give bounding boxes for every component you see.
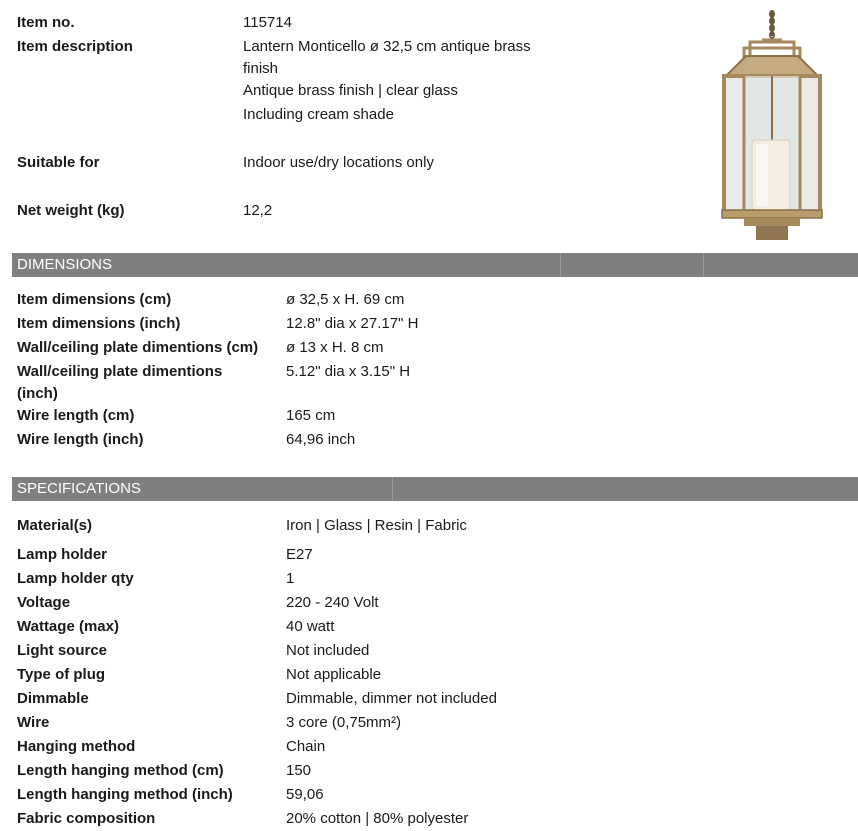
net-weight-label: Net weight (kg) xyxy=(17,202,125,219)
spec-label: Wattage (max) xyxy=(17,618,119,635)
dim-value: 165 cm xyxy=(286,407,336,424)
dimensions-header-bar xyxy=(12,253,858,277)
dim-label: Item dimensions (cm) xyxy=(17,291,172,308)
dimensions-title: DIMENSIONS xyxy=(17,256,113,273)
dim-label: Wire length (cm) xyxy=(17,407,135,424)
spec-value: Not applicable xyxy=(286,666,382,683)
spec-label: Fabric composition xyxy=(17,810,156,827)
dim-label-continued: (inch) xyxy=(17,385,58,402)
suitable-for-value: Indoor use/dry locations only xyxy=(243,154,434,171)
dim-label: Wire length (inch) xyxy=(17,431,144,448)
spec-value: 220 - 240 Volt xyxy=(286,594,379,611)
spec-value: Chain xyxy=(286,738,326,755)
spec-label: Length hanging method (inch) xyxy=(17,786,233,803)
dim-value: 64,96 inch xyxy=(286,431,356,448)
dim-value: 12.8" dia x 27.17" H xyxy=(286,315,419,332)
spec-value: Iron | Glass | Resin | Fabric xyxy=(286,517,467,534)
dim-value: ø 13 x H. 8 cm xyxy=(286,339,384,356)
dim-label: Wall/ceiling plate dimentions xyxy=(17,363,223,380)
spec-value: Not included xyxy=(286,642,370,659)
spec-label: Material(s) xyxy=(17,517,93,534)
item-description-line: Antique brass finish | clear glass xyxy=(243,82,458,99)
spec-value: E27 xyxy=(286,546,313,563)
item-description-line: Lantern Monticello ø 32,5 cm antique brass xyxy=(243,38,531,55)
spec-value: 1 xyxy=(286,570,295,587)
dim-value: ø 32,5 x H. 69 cm xyxy=(286,291,405,308)
spec-label: Light source xyxy=(17,642,108,659)
header-divider xyxy=(392,477,393,501)
net-weight-value: 12,2 xyxy=(243,202,273,219)
spec-value: 20% cotton | 80% polyester xyxy=(286,810,469,827)
spec-value: 40 watt xyxy=(286,618,335,635)
dim-label: Item dimensions (inch) xyxy=(17,315,181,332)
item-description-line: finish xyxy=(243,60,279,77)
suitable-for-label: Suitable for xyxy=(17,154,100,171)
spec-label: Lamp holder xyxy=(17,546,108,563)
spec-value: Dimmable, dimmer not included xyxy=(286,690,497,707)
spec-label: Dimmable xyxy=(17,690,89,707)
spec-label: Hanging method xyxy=(17,738,136,755)
spec-label: Type of plug xyxy=(17,666,106,683)
specifications-header-bar xyxy=(12,477,858,501)
item-no-value: 115714 xyxy=(243,14,292,31)
lantern-product-image xyxy=(716,10,828,244)
dim-value: 5.12" dia x 3.15" H xyxy=(286,363,411,380)
spec-label: Wire xyxy=(17,714,50,731)
spec-label: Length hanging method (cm) xyxy=(17,762,224,779)
spec-value: 59,06 xyxy=(286,786,324,803)
dim-label: Wall/ceiling plate dimentions (cm) xyxy=(17,339,259,356)
spec-label: Voltage xyxy=(17,594,71,611)
header-divider xyxy=(560,253,561,277)
item-no-label: Item no. xyxy=(17,14,75,31)
item-description-label: Item description xyxy=(17,38,133,55)
header-divider xyxy=(703,253,704,277)
item-description-line: Including cream shade xyxy=(243,106,394,123)
specifications-title: SPECIFICATIONS xyxy=(17,480,141,497)
spec-value: 150 xyxy=(286,762,312,779)
spec-value: 3 core (0,75mm²) xyxy=(286,714,402,731)
spec-label: Lamp holder qty xyxy=(17,570,134,587)
